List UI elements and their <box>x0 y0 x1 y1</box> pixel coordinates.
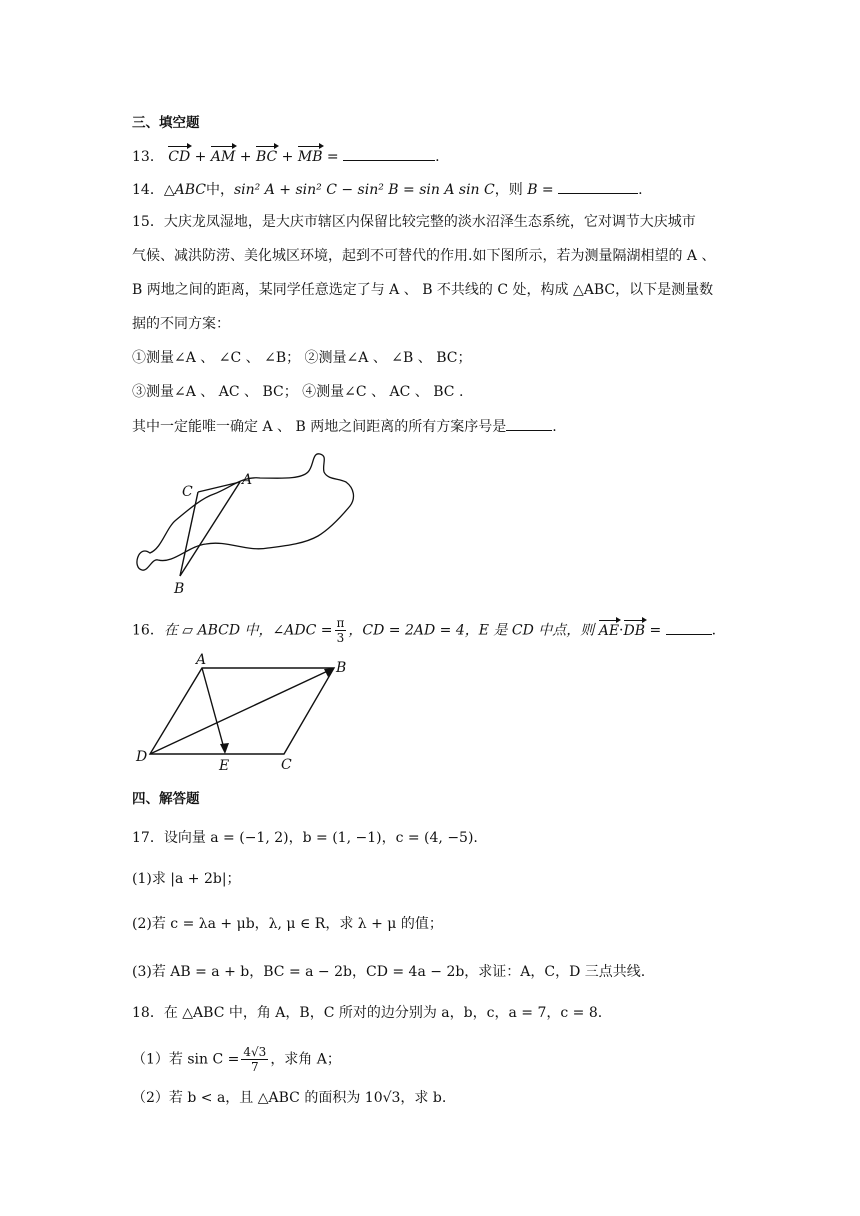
equals-sign: = <box>645 622 666 639</box>
section-heading-answers: 四、解答题 <box>132 791 200 807</box>
question-18-part-1 <box>132 1045 341 1074</box>
question-17-part-1: (1)求 |a + 2b|； <box>132 871 241 887</box>
fraction-4root3-over-7 <box>241 1045 268 1074</box>
question-15-prompt <box>132 416 557 437</box>
question-18-part-2: （2）若 b < a，且 △ABC 的面积为 10√3，求 b. <box>132 1090 447 1106</box>
vector-am: AM <box>210 149 236 165</box>
answer-blank[interactable] <box>343 146 435 161</box>
label-b: B <box>174 581 185 597</box>
equals-sign: = <box>322 149 344 165</box>
segment-ca <box>198 482 240 492</box>
vector-ae-arrowhead <box>220 743 229 754</box>
lake-figure <box>128 448 384 598</box>
parallelogram-angle-text: 在 ▱ ABCD 中，∠ADC = <box>163 622 333 639</box>
question-number: 13． <box>132 149 164 165</box>
label-d: D <box>136 749 148 765</box>
question-18-stem: 18．在 △ABC 中，角 A，B，C 所对的边分别为 a，b，c，a = 7，c = 8. <box>132 1005 603 1021</box>
vector-db: DB <box>623 622 646 639</box>
section-heading-fill-in: 三、填空题 <box>132 115 200 131</box>
fraction-pi-over-3 <box>335 616 347 645</box>
variable-b: B <box>527 182 538 198</box>
segment-cb <box>180 492 198 576</box>
label-c: C <box>182 484 193 500</box>
answer-blank[interactable] <box>506 416 552 431</box>
part-1-suffix: ，求角 A； <box>270 1051 341 1068</box>
answer-blank[interactable] <box>558 179 638 194</box>
label-a: A <box>196 652 207 668</box>
period: . <box>435 149 440 165</box>
fraction-denominator: 3 <box>336 631 345 645</box>
question-15-options-1-2: ①测量∠A 、 ∠C 、 ∠B； ②测量∠A 、 ∠B 、 BC； <box>132 350 472 366</box>
question-15-line-3: B 两地之间的距离，某同学任意选定了与 A 、 B 不共线的 C 处，构成 △ABC，以下是测量数 <box>132 282 714 298</box>
question-number: 16． <box>132 622 164 639</box>
label-a: A <box>242 472 253 488</box>
prompt-text: 其中一定能唯一确定 A 、 B 两地之间距离的所有方案序号是 <box>132 419 507 435</box>
question-15-line-1: 15．大庆龙凤湿地，是大庆市辖区内保留比较完整的淡水沼泽生态系统，它对调节大庆城市 <box>132 214 696 230</box>
vector-bc: BC <box>255 149 278 165</box>
answer-blank[interactable] <box>666 620 712 635</box>
sine-equation: sin² A + sin² C − sin² B = sin A sin C <box>233 182 495 198</box>
question-17-part-3: (3)若 AB = a + b，BC = a − 2b，CD = 4a − 2b，求证：A，C，D 三点共线. <box>132 964 646 980</box>
fraction-denominator: 7 <box>251 1060 259 1074</box>
period: . <box>638 182 643 198</box>
part-1-prefix: （1）若 sin C = <box>132 1051 240 1068</box>
period: . <box>552 419 557 435</box>
period: . <box>711 622 717 639</box>
parallelogram-figure <box>128 648 356 772</box>
dot-operator: · <box>619 622 624 639</box>
vector-cd: CD <box>168 149 191 165</box>
then-text: ，则 <box>494 182 528 198</box>
connector-text: 中， <box>205 182 234 198</box>
question-number: 14． <box>132 182 164 198</box>
question-14 <box>132 179 643 200</box>
condition-text: ，CD = 2AD = 4，E 是 CD 中点，则 <box>348 622 599 639</box>
question-15-line-4: 据的不同方案： <box>132 316 230 332</box>
vector-ae-line <box>202 668 225 752</box>
question-17-part-2: (2)若 c = λa + μb，λ, μ ∈ R，求 λ + μ 的值； <box>132 916 443 932</box>
equals-sign: = <box>537 182 559 198</box>
triangle-label: △ABC <box>163 182 206 198</box>
label-b: B <box>336 660 347 676</box>
fraction-numerator: 4√3 <box>243 1045 267 1059</box>
label-c: C <box>281 757 292 772</box>
label-e: E <box>219 758 230 772</box>
vector-ae: AE <box>598 622 620 639</box>
vector-mb: MB <box>297 149 323 165</box>
question-17-stem: 17．设向量 a = (−1, 2)，b = (1, −1)，c = (4, −5). <box>132 830 478 846</box>
question-16 <box>132 616 716 645</box>
fraction-numerator: π <box>336 616 345 630</box>
question-15-line-2: 气候、减洪防涝、美化城区环境，起到不可替代的作用.如下图所示，若为测量隔湖相望的 A 、 <box>132 248 716 264</box>
vector-db-line <box>150 669 332 754</box>
question-15-options-3-4: ③测量∠A 、 AC 、 BC； ④测量∠C 、 AC 、 BC . <box>132 384 464 400</box>
question-13: 13． CD + AM + BC + MB = . <box>132 146 440 167</box>
